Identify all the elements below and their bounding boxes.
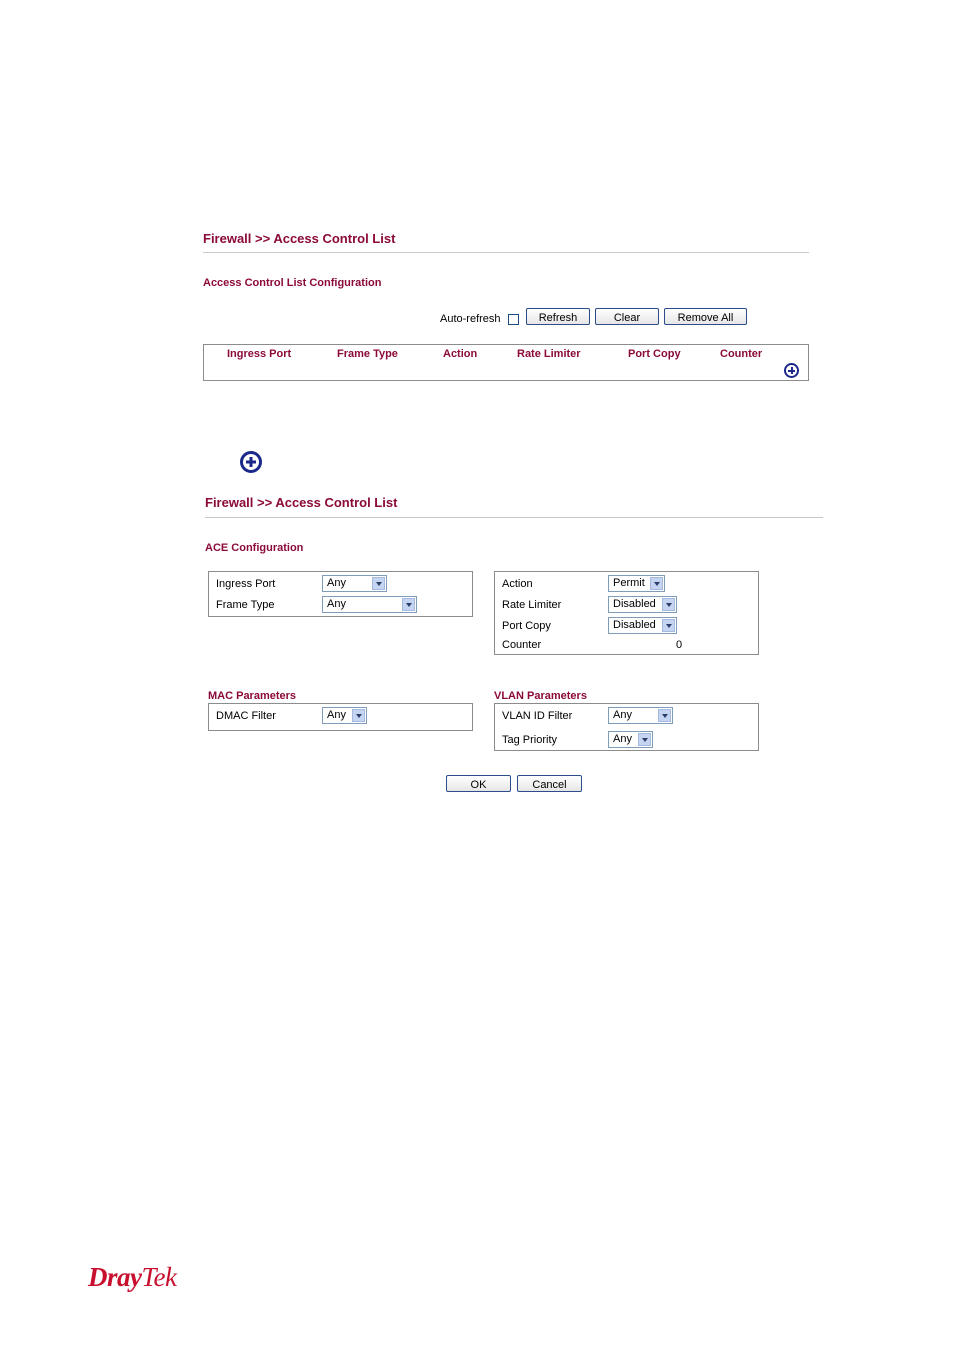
add-plus-icon <box>240 451 262 473</box>
column-header-rate-limiter: Rate Limiter <box>517 348 581 360</box>
chevron-down-icon <box>650 577 663 590</box>
acl-table <box>203 344 809 381</box>
counter-value: 0 <box>676 639 683 651</box>
chevron-down-icon <box>352 709 365 722</box>
action-label: Action <box>502 578 533 590</box>
counter-label: Counter <box>502 639 542 651</box>
cancel-button[interactable]: Cancel <box>517 775 582 792</box>
clear-button[interactable]: Clear <box>595 308 659 325</box>
chevron-down-icon <box>372 577 385 590</box>
frame-type-select[interactable]: Any <box>322 596 417 613</box>
rate-limiter-label: Rate Limiter <box>502 599 562 611</box>
port-copy-select[interactable]: Disabled <box>608 617 677 634</box>
ingress-port-select[interactable]: Any <box>322 575 387 592</box>
column-header-port-copy: Port Copy <box>628 348 681 360</box>
acl-title-divider <box>203 252 809 253</box>
acl-page-title: Firewall >> Access Control List <box>203 231 396 246</box>
ace-config-subtitle: ACE Configuration <box>205 542 304 554</box>
tag-priority-select[interactable]: Any <box>608 731 653 748</box>
column-header-frame-type: Frame Type <box>337 348 398 360</box>
mac-parameters-title: MAC Parameters <box>208 690 297 702</box>
frame-type-label: Frame Type <box>216 599 275 611</box>
mac-parameters-box <box>208 703 473 731</box>
column-header-counter: Counter <box>720 348 763 360</box>
ace-left-box <box>208 571 473 617</box>
ace-right-box <box>494 571 759 655</box>
chevron-down-icon <box>662 619 675 632</box>
chevron-down-icon <box>402 598 415 611</box>
ace-title-divider <box>205 517 823 518</box>
dmac-filter-label: DMAC Filter <box>216 710 276 722</box>
ok-button[interactable]: OK <box>446 775 511 792</box>
draytek-logo: DrayTek <box>88 1262 177 1292</box>
auto-refresh-checkbox[interactable] <box>508 314 519 325</box>
port-copy-label: Port Copy <box>502 620 551 632</box>
dmac-filter-select[interactable]: Any <box>322 707 367 724</box>
rate-limiter-select[interactable]: Disabled <box>608 596 677 613</box>
tag-priority-label: Tag Priority <box>502 734 558 746</box>
vlan-id-filter-select[interactable]: Any <box>608 707 673 724</box>
chevron-down-icon <box>662 598 675 611</box>
ingress-port-label: Ingress Port <box>216 578 276 590</box>
vlan-id-filter-label: VLAN ID Filter <box>502 710 573 722</box>
auto-refresh-label: Auto-refresh <box>440 313 501 325</box>
vlan-parameters-box <box>494 703 759 751</box>
refresh-button[interactable]: Refresh <box>526 308 590 325</box>
acl-config-subtitle: Access Control List Configuration <box>203 277 382 289</box>
vlan-parameters-title: VLAN Parameters <box>494 690 587 702</box>
column-header-action: Action <box>443 348 478 360</box>
remove-all-button[interactable]: Remove All <box>664 308 747 325</box>
add-ace-icon[interactable] <box>784 363 799 378</box>
action-select[interactable]: Permit <box>608 575 665 592</box>
ace-page-title: Firewall >> Access Control List <box>205 495 398 510</box>
chevron-down-icon <box>638 733 651 746</box>
chevron-down-icon <box>658 709 671 722</box>
column-header-ingress-port: Ingress Port <box>227 348 292 360</box>
